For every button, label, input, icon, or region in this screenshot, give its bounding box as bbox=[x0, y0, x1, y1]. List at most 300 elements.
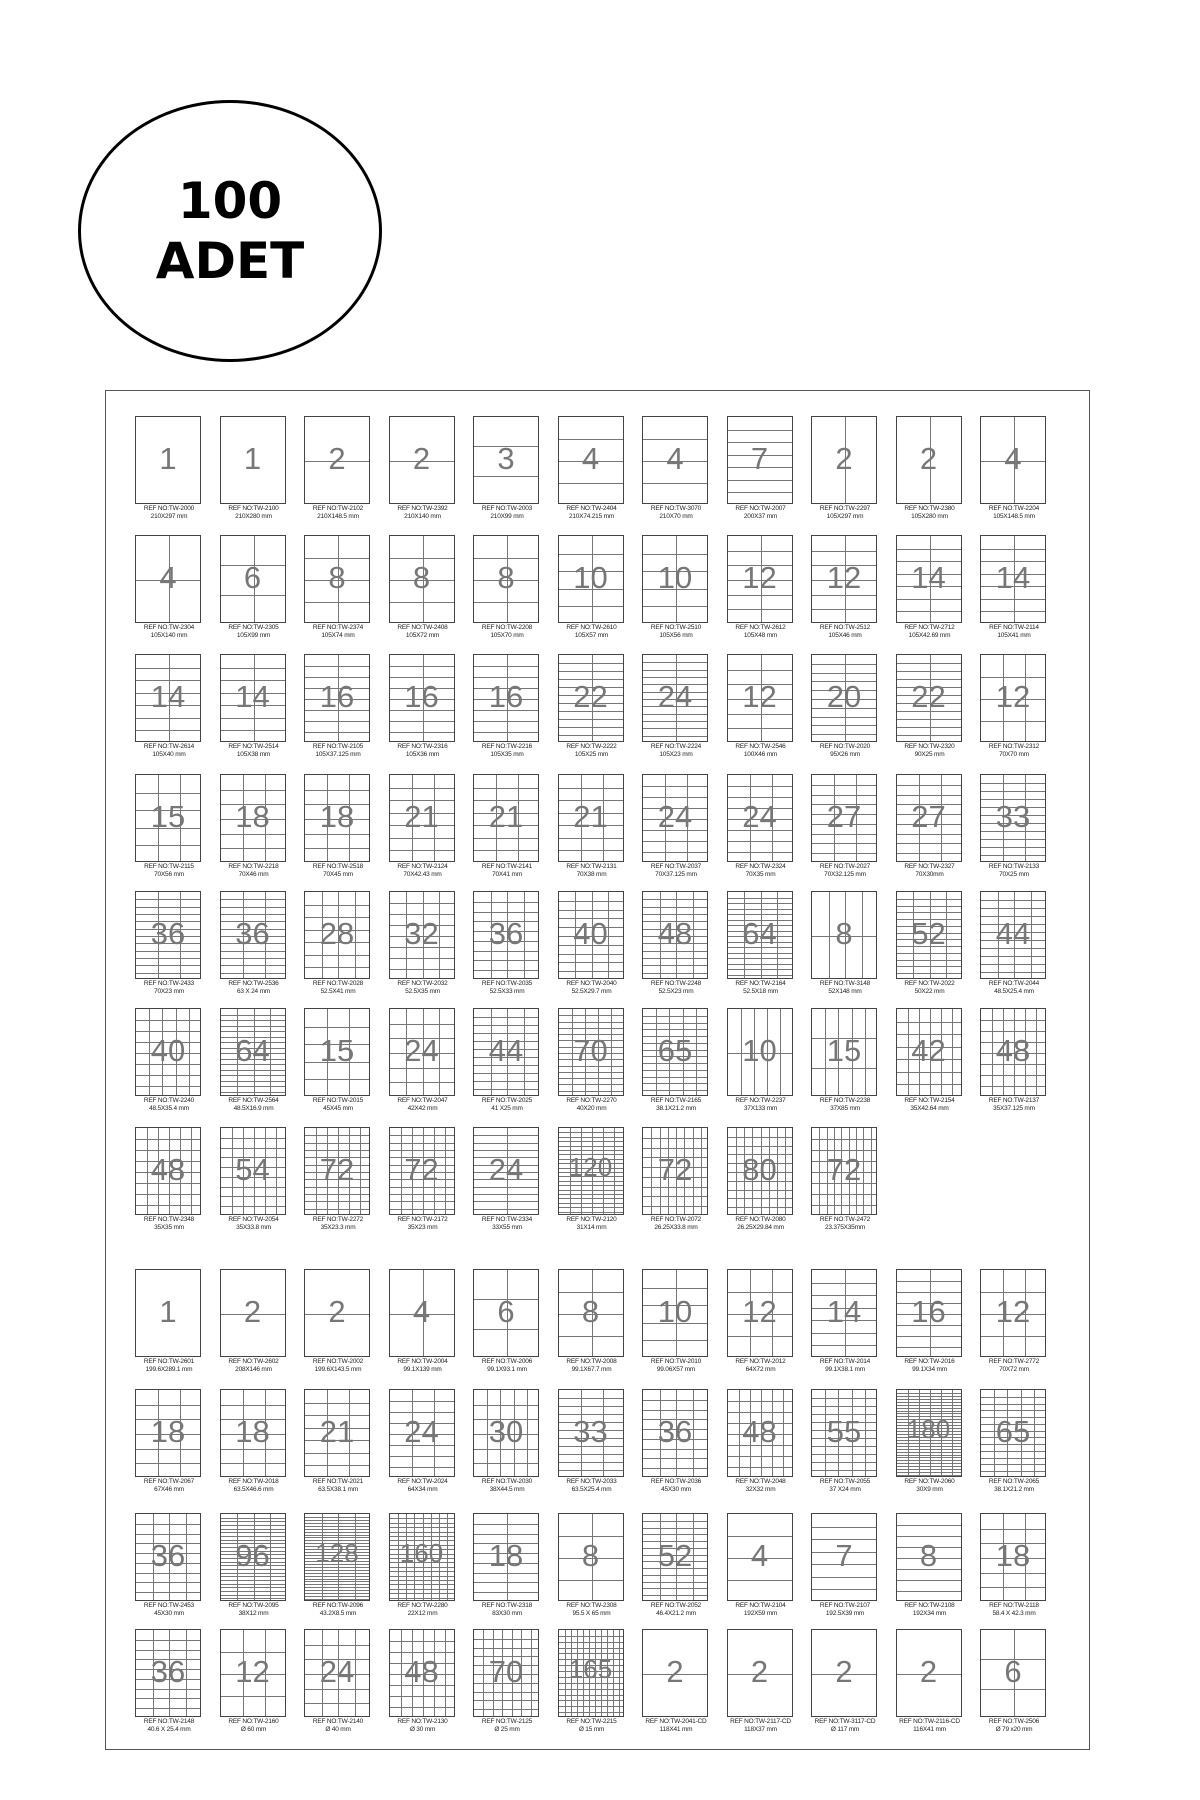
label-sheet-item[interactable] bbox=[727, 891, 793, 999]
label-sheet-item[interactable] bbox=[896, 1389, 962, 1497]
reference-number: REF NO:TW-2020 bbox=[819, 743, 871, 750]
label-caption bbox=[723, 1478, 799, 1494]
label-sheet-item[interactable] bbox=[473, 774, 539, 882]
label-row-divider bbox=[221, 1521, 285, 1522]
label-sheet-item[interactable] bbox=[304, 1008, 370, 1116]
label-column-divider bbox=[169, 536, 170, 622]
label-dimensions: 37X85 mm bbox=[830, 1105, 860, 1112]
label-sheet-item[interactable] bbox=[642, 535, 708, 643]
label-caption bbox=[300, 1718, 376, 1734]
label-sheet-item[interactable] bbox=[304, 1513, 370, 1621]
label-dimensions: 35X23.3 mm bbox=[320, 1224, 356, 1231]
label-row-divider bbox=[474, 721, 538, 722]
label-sheet-item[interactable] bbox=[135, 535, 201, 643]
label-sheet-item[interactable] bbox=[558, 416, 624, 524]
label-layout-preview bbox=[642, 1513, 708, 1601]
label-sheet-item[interactable] bbox=[135, 1389, 201, 1497]
label-sheet-item[interactable] bbox=[135, 1008, 201, 1116]
label-sheet-item[interactable] bbox=[896, 1513, 962, 1621]
label-row-divider bbox=[643, 1340, 707, 1341]
label-sheet-item[interactable] bbox=[220, 654, 286, 762]
reference-number: REF NO:TW-2116-CD bbox=[899, 1718, 960, 1725]
label-sheet-item[interactable] bbox=[135, 1513, 201, 1621]
label-row-divider bbox=[728, 609, 792, 610]
label-row-divider bbox=[136, 1534, 200, 1535]
label-sheet-item[interactable] bbox=[389, 1127, 455, 1235]
label-caption bbox=[807, 1216, 883, 1232]
label-column-divider bbox=[1025, 775, 1026, 861]
label-row-divider bbox=[559, 711, 623, 712]
label-sheet-item[interactable] bbox=[135, 774, 201, 882]
label-count: 36 bbox=[657, 1414, 693, 1449]
reference-number: REF NO:TW-2248 bbox=[650, 980, 702, 987]
label-sheet-item[interactable] bbox=[220, 1269, 286, 1377]
label-sheet-item[interactable] bbox=[473, 1008, 539, 1116]
label-column-divider bbox=[507, 1270, 508, 1356]
label-caption bbox=[216, 743, 292, 759]
label-column-divider bbox=[423, 536, 424, 622]
label-count: 4 bbox=[412, 1294, 431, 1329]
label-row-divider bbox=[728, 914, 792, 915]
label-sheet-item[interactable] bbox=[558, 1513, 624, 1621]
reference-number: REF NO:TW-2100 bbox=[228, 505, 279, 512]
label-column-divider bbox=[919, 1009, 920, 1095]
label-sheet-item[interactable] bbox=[473, 1269, 539, 1377]
label-row-divider bbox=[559, 671, 623, 672]
label-sheet-item[interactable] bbox=[642, 1269, 708, 1377]
label-sheet-item[interactable] bbox=[896, 891, 962, 999]
label-sheet-item[interactable] bbox=[811, 416, 877, 524]
label-row-divider bbox=[981, 855, 1045, 856]
label-row-divider bbox=[728, 670, 792, 671]
label-row-divider bbox=[305, 917, 369, 918]
label-sheet-item[interactable] bbox=[389, 535, 455, 643]
label-sheet-item[interactable] bbox=[642, 1513, 708, 1621]
label-row-divider bbox=[474, 1041, 538, 1042]
label-sheet-item[interactable] bbox=[896, 654, 962, 762]
label-row-divider bbox=[221, 1086, 285, 1087]
label-row-divider bbox=[643, 1167, 707, 1168]
label-row-divider bbox=[221, 965, 285, 966]
label-sheet-item[interactable] bbox=[473, 416, 539, 524]
label-sheet-item[interactable] bbox=[896, 1008, 962, 1116]
label-sheet-item[interactable] bbox=[473, 654, 539, 762]
label-row-divider bbox=[136, 580, 200, 581]
label-sheet-item[interactable] bbox=[135, 416, 201, 524]
label-column-divider bbox=[265, 1128, 266, 1214]
label-count: 21 bbox=[319, 1414, 355, 1449]
label-row-divider bbox=[559, 1430, 623, 1431]
label-caption bbox=[807, 1097, 883, 1113]
label-row-divider bbox=[305, 1558, 369, 1559]
label-column-divider bbox=[514, 1390, 515, 1476]
reference-number: REF NO:TW-2238 bbox=[819, 1097, 871, 1104]
label-sheet-item[interactable] bbox=[811, 1513, 877, 1621]
label-row-divider bbox=[305, 1579, 369, 1580]
label-dimensions: 200X37 mm bbox=[743, 513, 778, 520]
label-row-divider bbox=[643, 1187, 707, 1188]
label-caption bbox=[976, 1602, 1052, 1618]
label-column-divider bbox=[355, 1514, 356, 1600]
label-sheet-item[interactable] bbox=[896, 1269, 962, 1377]
label-sheet-item[interactable] bbox=[811, 654, 877, 762]
label-row-divider bbox=[812, 1038, 876, 1039]
label-sheet-item[interactable] bbox=[727, 1389, 793, 1497]
label-caption bbox=[300, 980, 376, 996]
label-row-divider bbox=[221, 1529, 285, 1530]
label-sheet-item[interactable] bbox=[980, 654, 1046, 762]
label-row-divider bbox=[728, 964, 792, 965]
label-sheet-item[interactable] bbox=[727, 416, 793, 524]
label-column-divider bbox=[254, 536, 255, 622]
label-row-divider bbox=[305, 1561, 369, 1562]
label-sheet-item[interactable] bbox=[980, 1008, 1046, 1116]
label-row-divider bbox=[643, 1090, 707, 1091]
label-sheet-item[interactable] bbox=[473, 1513, 539, 1621]
label-sheet-item[interactable] bbox=[135, 654, 201, 762]
label-row-divider bbox=[981, 1587, 1045, 1588]
label-row-divider bbox=[981, 611, 1045, 612]
label-sheet-item[interactable] bbox=[727, 1008, 793, 1116]
label-sheet-item[interactable] bbox=[642, 1127, 708, 1235]
label-row-divider bbox=[390, 947, 454, 948]
label-row-divider bbox=[559, 1015, 623, 1016]
label-sheet-item[interactable] bbox=[558, 1269, 624, 1377]
label-row-divider bbox=[643, 606, 707, 607]
label-layout-preview bbox=[304, 1269, 370, 1357]
label-caption bbox=[638, 1097, 714, 1113]
label-sheet-item[interactable] bbox=[896, 774, 962, 882]
label-dimensions: 95.5 X 65 mm bbox=[572, 1610, 611, 1617]
label-sheet-item[interactable] bbox=[642, 1008, 708, 1116]
label-count: 72 bbox=[404, 1152, 439, 1187]
label-row-divider bbox=[474, 1194, 538, 1195]
label-column-divider bbox=[406, 1514, 407, 1600]
label-sheet-item[interactable] bbox=[304, 416, 370, 524]
label-sheet-item[interactable] bbox=[304, 654, 370, 762]
label-caption bbox=[976, 743, 1052, 759]
label-caption bbox=[469, 1478, 545, 1494]
label-caption bbox=[216, 1478, 292, 1494]
label-row-divider bbox=[390, 558, 454, 559]
label-sheet-item[interactable] bbox=[727, 1127, 793, 1235]
reference-number: REF NO:TW-2107 bbox=[819, 1602, 871, 1609]
label-layout-preview bbox=[135, 891, 201, 979]
label-row-divider bbox=[981, 561, 1045, 562]
label-sheet-item[interactable] bbox=[558, 654, 624, 762]
label-row-divider bbox=[559, 461, 623, 462]
label-row-divider bbox=[812, 725, 876, 726]
label-column-divider bbox=[360, 1128, 361, 1214]
label-sheet-item[interactable] bbox=[980, 416, 1046, 524]
label-row-divider bbox=[643, 589, 707, 590]
label-sheet-item[interactable] bbox=[727, 1629, 793, 1737]
label-row-divider bbox=[643, 1196, 707, 1197]
label-sheet-item[interactable] bbox=[642, 1389, 708, 1497]
label-row-divider bbox=[728, 1154, 792, 1155]
label-layout-preview bbox=[558, 535, 624, 623]
label-sheet-item[interactable] bbox=[896, 416, 962, 524]
label-row-divider bbox=[559, 1398, 623, 1399]
label-column-divider bbox=[265, 892, 266, 978]
label-caption bbox=[385, 1358, 461, 1374]
label-column-divider bbox=[592, 655, 593, 741]
label-sheet-item[interactable] bbox=[558, 1389, 624, 1497]
label-row-divider bbox=[390, 1545, 454, 1546]
label-column-divider bbox=[423, 1630, 424, 1716]
label-count: 27 bbox=[911, 799, 946, 834]
label-sheet-item[interactable] bbox=[727, 1269, 793, 1377]
label-sheet-item[interactable] bbox=[220, 774, 286, 882]
label-sheet-item[interactable] bbox=[811, 891, 877, 999]
label-caption bbox=[554, 624, 630, 640]
label-row-divider bbox=[897, 1325, 961, 1326]
label-row-divider bbox=[728, 430, 792, 431]
label-sheet-item[interactable] bbox=[811, 1269, 877, 1377]
label-column-divider bbox=[401, 1630, 402, 1716]
label-sheet-item[interactable] bbox=[473, 1127, 539, 1235]
label-row-divider bbox=[559, 1066, 623, 1067]
reference-number: REF NO:TW-2010 bbox=[650, 1358, 702, 1365]
label-column-divider bbox=[423, 655, 424, 741]
label-dimensions: 105X70 mm bbox=[490, 632, 524, 639]
label-layout-preview bbox=[389, 1008, 455, 1096]
label-row-divider bbox=[559, 1047, 623, 1048]
label-column-divider bbox=[1003, 1514, 1004, 1600]
label-row-divider bbox=[474, 1209, 538, 1210]
label-sheet-item[interactable] bbox=[220, 1127, 286, 1235]
label-row-divider bbox=[474, 951, 538, 952]
label-row-divider bbox=[305, 1517, 369, 1518]
label-column-divider bbox=[496, 775, 497, 861]
label-row-divider bbox=[728, 1558, 792, 1559]
label-sheet-item[interactable] bbox=[389, 1389, 455, 1497]
label-row-divider bbox=[221, 1434, 285, 1435]
label-row-divider bbox=[136, 1679, 200, 1680]
label-sheet-item[interactable] bbox=[389, 416, 455, 524]
label-column-divider bbox=[744, 1128, 745, 1214]
label-row-divider bbox=[643, 1674, 707, 1675]
label-sheet-item[interactable] bbox=[980, 1629, 1046, 1737]
reference-number: REF NO:TW-2154 bbox=[904, 1097, 955, 1104]
label-sheet-item[interactable] bbox=[558, 891, 624, 999]
label-sheet-item[interactable] bbox=[980, 1513, 1046, 1621]
label-sheet-item[interactable] bbox=[980, 1269, 1046, 1377]
label-row-divider bbox=[136, 1524, 200, 1525]
label-row-divider bbox=[136, 718, 200, 719]
label-sheet-item[interactable] bbox=[473, 891, 539, 999]
label-row-divider bbox=[643, 1206, 707, 1207]
label-row-divider bbox=[136, 1020, 200, 1021]
label-dimensions: 40.6 X 25.4 mm bbox=[147, 1726, 191, 1733]
label-sheet-item[interactable] bbox=[389, 1513, 455, 1621]
label-layout-preview bbox=[220, 1513, 286, 1601]
label-sheet-item[interactable] bbox=[135, 1127, 201, 1235]
label-row-divider bbox=[812, 1564, 876, 1565]
reference-number: REF NO:TW-2055 bbox=[819, 1478, 871, 1485]
label-sheet-item[interactable] bbox=[811, 1127, 877, 1235]
label-sheet-item[interactable] bbox=[811, 1008, 877, 1116]
label-sheet-item[interactable] bbox=[896, 1629, 962, 1737]
label-column-divider bbox=[676, 1270, 677, 1356]
label-caption bbox=[300, 1602, 376, 1618]
label-count: 2 bbox=[412, 441, 431, 476]
label-dimensions: 45X45 mm bbox=[323, 1105, 353, 1112]
label-sheet-item[interactable] bbox=[642, 891, 708, 999]
label-sheet-item[interactable] bbox=[811, 535, 877, 643]
label-row-divider bbox=[305, 602, 369, 603]
label-sheet-item[interactable] bbox=[558, 535, 624, 643]
label-row-divider bbox=[390, 825, 454, 826]
label-row-divider bbox=[221, 680, 285, 681]
label-sheet-item[interactable] bbox=[473, 535, 539, 643]
reference-number: REF NO:TW-2308 bbox=[566, 1602, 617, 1609]
label-sheet-item[interactable] bbox=[220, 1389, 286, 1497]
label-sheet-item[interactable] bbox=[473, 1629, 539, 1737]
label-row-divider bbox=[643, 899, 707, 900]
label-sheet-item[interactable] bbox=[220, 1513, 286, 1621]
label-sheet-item[interactable] bbox=[642, 1629, 708, 1737]
label-sheet-item[interactable] bbox=[389, 1629, 455, 1737]
label-sheet-item[interactable] bbox=[980, 535, 1046, 643]
label-sheet-item[interactable] bbox=[727, 535, 793, 643]
label-count: 4 bbox=[1004, 441, 1022, 476]
label-sheet-item[interactable] bbox=[135, 1269, 201, 1377]
label-sheet-item[interactable] bbox=[220, 535, 286, 643]
label-row-divider bbox=[812, 690, 876, 691]
label-sheet-item[interactable] bbox=[304, 1269, 370, 1377]
label-caption bbox=[638, 1358, 714, 1374]
label-layout-preview bbox=[896, 1389, 962, 1477]
label-layout-preview bbox=[473, 1513, 539, 1601]
label-sheet-item[interactable] bbox=[896, 535, 962, 643]
label-caption bbox=[638, 505, 714, 521]
label-row-divider bbox=[221, 705, 285, 706]
label-sheet-item[interactable] bbox=[558, 1127, 624, 1235]
label-sheet-item[interactable] bbox=[220, 1008, 286, 1116]
reference-number: REF NO:TW-2216 bbox=[481, 743, 533, 750]
label-sheet-item[interactable] bbox=[304, 891, 370, 999]
label-row-divider bbox=[643, 914, 707, 915]
label-sheet-item[interactable] bbox=[642, 416, 708, 524]
label-column-divider bbox=[423, 1009, 424, 1095]
label-row-divider bbox=[559, 1454, 623, 1455]
label-row-divider bbox=[474, 1582, 538, 1583]
label-row-divider bbox=[136, 1463, 200, 1464]
label-row-divider bbox=[897, 586, 961, 587]
label-row-divider bbox=[559, 838, 623, 839]
label-row-divider bbox=[390, 1527, 454, 1528]
label-row-divider bbox=[981, 948, 1045, 949]
label-sheet-item[interactable] bbox=[304, 535, 370, 643]
label-column-divider bbox=[439, 892, 440, 978]
label-dimensions: 38.1X21.2 mm bbox=[656, 1105, 696, 1112]
label-caption bbox=[385, 743, 461, 759]
label-column-divider bbox=[819, 1128, 820, 1214]
label-sheet-item[interactable] bbox=[727, 1513, 793, 1621]
label-dimensions: 70X35 mm bbox=[745, 871, 776, 878]
label-column-divider bbox=[147, 1128, 148, 1214]
label-sheet-item[interactable] bbox=[389, 654, 455, 762]
label-sheet-item[interactable] bbox=[642, 774, 708, 882]
label-column-divider bbox=[243, 1390, 244, 1476]
label-count: 72 bbox=[319, 1152, 355, 1187]
label-row-divider bbox=[981, 807, 1045, 808]
label-sheet-item[interactable] bbox=[558, 1008, 624, 1116]
label-row-divider bbox=[559, 1314, 623, 1315]
label-sheet-item[interactable] bbox=[389, 1269, 455, 1377]
label-count: 24 bbox=[657, 679, 693, 714]
reference-number: REF NO:TW-2327 bbox=[904, 863, 955, 870]
label-sheet-item[interactable] bbox=[727, 654, 793, 762]
label-caption bbox=[131, 863, 207, 879]
label-column-divider bbox=[908, 1009, 909, 1095]
label-column-divider bbox=[992, 1009, 993, 1095]
label-sheet-item[interactable] bbox=[220, 1629, 286, 1737]
label-sheet-item[interactable] bbox=[304, 1389, 370, 1497]
label-sheet-item[interactable] bbox=[980, 891, 1046, 999]
label-sheet-item[interactable] bbox=[389, 891, 455, 999]
label-sheet-item[interactable] bbox=[304, 1127, 370, 1235]
label-dimensions: 210X148.5 mm bbox=[317, 513, 359, 520]
label-count: 16 bbox=[911, 1294, 946, 1329]
label-sheet-item[interactable] bbox=[135, 1629, 201, 1737]
label-column-divider bbox=[841, 1128, 842, 1214]
label-sheet-item[interactable] bbox=[389, 1008, 455, 1116]
label-dimensions: 26.25X33.8 mm bbox=[654, 1224, 698, 1231]
label-column-divider bbox=[856, 1128, 857, 1214]
label-caption bbox=[216, 980, 292, 996]
label-row-divider bbox=[643, 965, 707, 966]
label-column-divider bbox=[507, 892, 508, 978]
label-row-divider bbox=[897, 973, 961, 974]
label-row-divider bbox=[305, 967, 369, 968]
label-dimensions: 37 X24 mm bbox=[829, 1486, 861, 1493]
label-column-divider bbox=[660, 1128, 661, 1214]
label-count: 36 bbox=[150, 1654, 186, 1689]
label-sheet-item[interactable] bbox=[220, 416, 286, 524]
label-sheet-item[interactable] bbox=[473, 1389, 539, 1497]
label-row-divider bbox=[221, 1532, 285, 1533]
label-row-divider bbox=[305, 1537, 369, 1538]
label-count: 2 bbox=[328, 441, 346, 476]
label-sheet-item[interactable] bbox=[811, 1389, 877, 1497]
label-dimensions: Ø 25 mm bbox=[494, 1726, 520, 1733]
label-row-divider bbox=[221, 1543, 285, 1544]
label-sheet-item[interactable] bbox=[811, 1629, 877, 1737]
label-sheet-item[interactable] bbox=[980, 1389, 1046, 1497]
label-sheet-item[interactable] bbox=[642, 654, 708, 762]
label-row-divider bbox=[728, 1674, 792, 1675]
label-sheet-item[interactable] bbox=[304, 774, 370, 882]
label-sheet-item[interactable] bbox=[220, 891, 286, 999]
label-column-divider bbox=[941, 1390, 942, 1476]
label-row-divider bbox=[897, 1569, 961, 1570]
label-sheet-item[interactable] bbox=[389, 774, 455, 882]
label-sheet-item[interactable] bbox=[558, 1629, 624, 1737]
label-sheet-item[interactable] bbox=[135, 891, 201, 999]
label-dimensions: 63.5X38.1 mm bbox=[318, 1486, 358, 1493]
label-column-divider bbox=[736, 1128, 737, 1214]
label-sheet-item[interactable] bbox=[811, 774, 877, 882]
label-sheet-item[interactable] bbox=[980, 774, 1046, 882]
label-caption bbox=[976, 624, 1052, 640]
label-column-divider bbox=[772, 1390, 773, 1476]
label-row-divider bbox=[559, 1072, 623, 1073]
label-sheet-item[interactable] bbox=[727, 774, 793, 882]
label-sheet-item[interactable] bbox=[558, 774, 624, 882]
label-sheet-item[interactable] bbox=[304, 1629, 370, 1737]
